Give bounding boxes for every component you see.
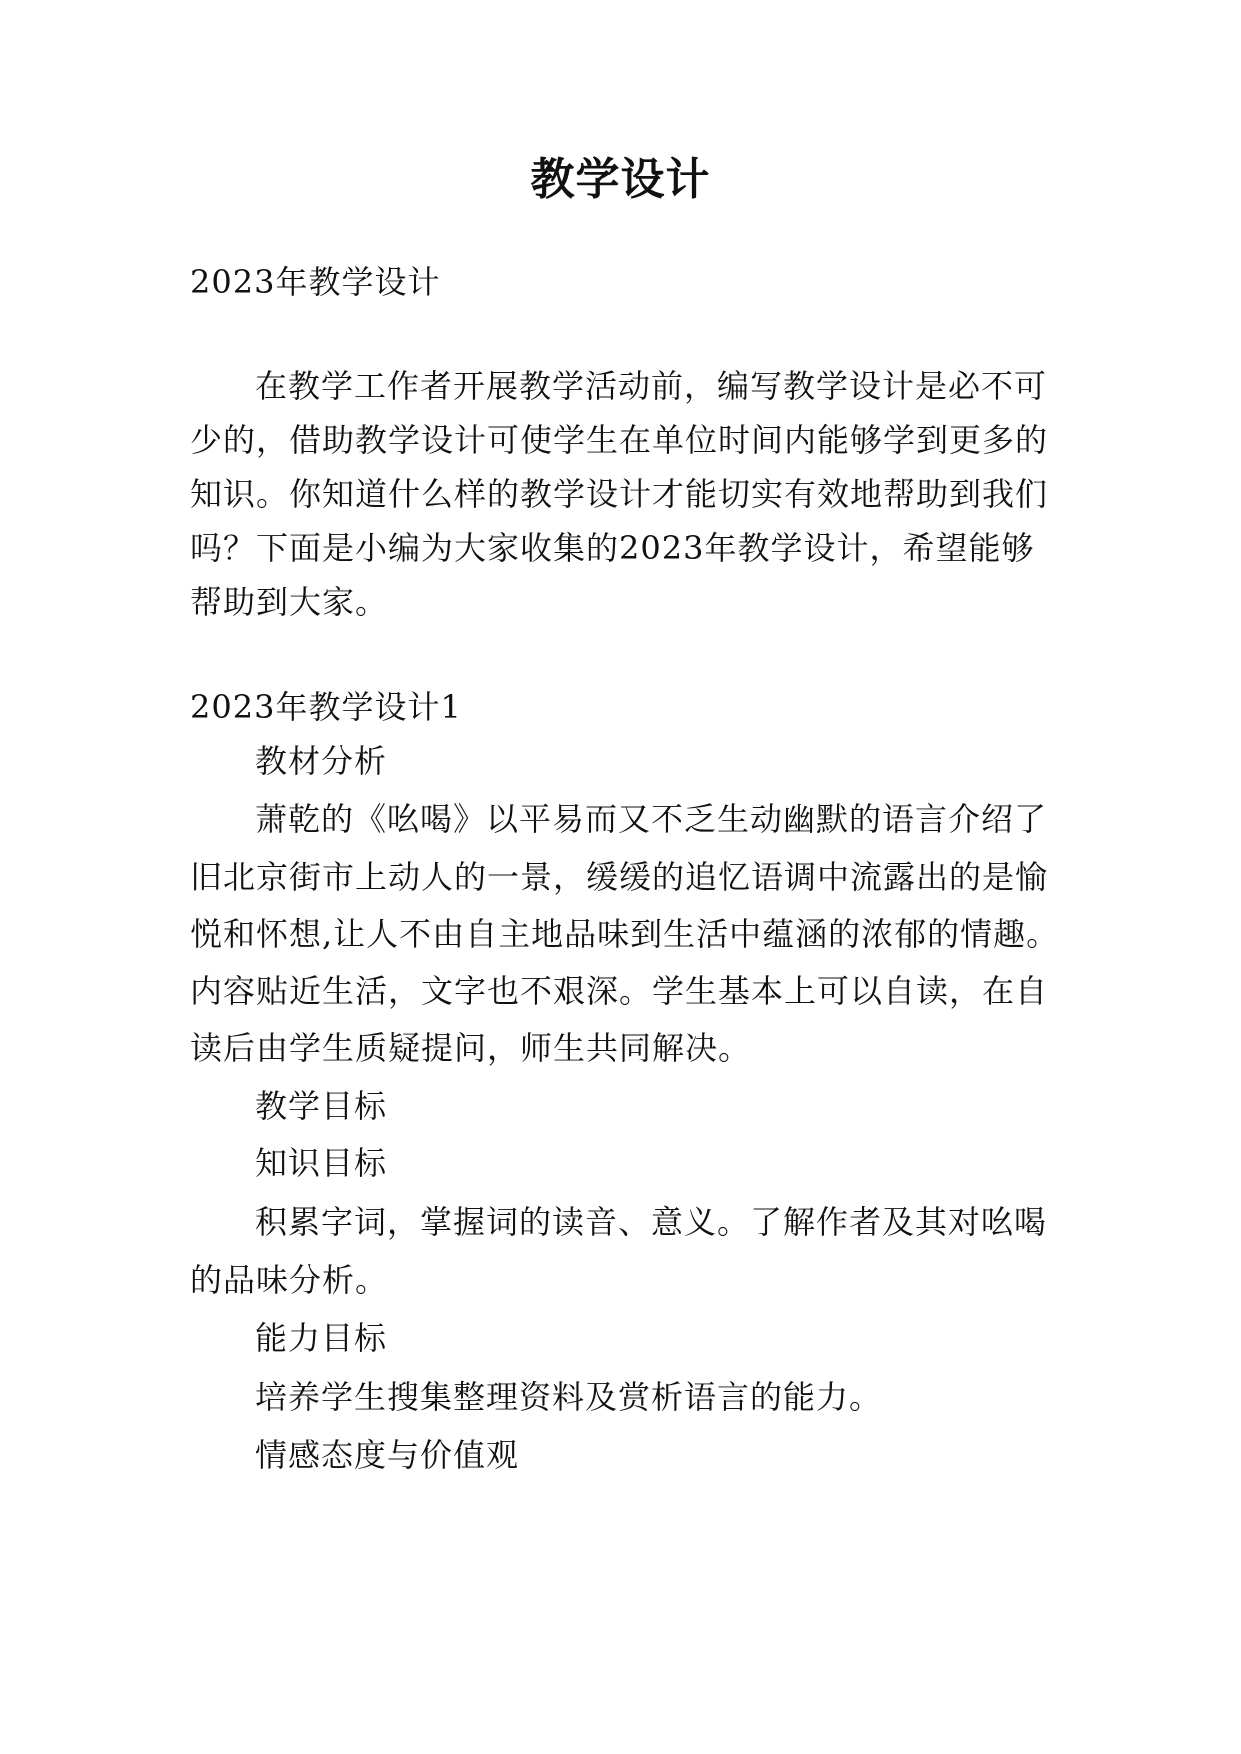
goals-heading: 教学目标 — [255, 1087, 388, 1125]
intro-line: 知识。你知道什么样的教学设计才能切实有效地帮助到我们 — [190, 475, 1049, 513]
knowledge-line: 的品味分析。 — [190, 1261, 389, 1299]
ability-heading: 能力目标 — [255, 1319, 388, 1357]
intro-line: 吗？下面是小编为大家收集的2023年教学设计，希望能够 — [190, 529, 1035, 567]
material-heading: 教材分析 — [255, 742, 388, 780]
subtitle: 2023年教学设计 — [190, 263, 441, 301]
knowledge-line: 积累字词，掌握词的读音、意义。了解作者及其对吆喝 — [255, 1203, 1048, 1241]
material-line: 内容贴近生活，文字也不艰深。学生基本上可以自读，在自 — [190, 972, 1049, 1010]
section-heading: 2023年教学设计1 — [190, 688, 462, 726]
ability-text: 培养学生搜集整理资料及赏析语言的能力。 — [255, 1378, 883, 1416]
knowledge-heading: 知识目标 — [255, 1144, 388, 1182]
material-line: 读后由学生质疑提问，师生共同解决。 — [190, 1029, 752, 1067]
page-title: 教学设计 — [530, 154, 711, 205]
intro-line: 少的，借助教学设计可使学生在单位时间内能够学到更多的 — [190, 421, 1049, 459]
material-line: 旧北京街市上动人的一景，缓缓的追忆语调中流露出的是愉 — [190, 858, 1049, 896]
intro-line: 在教学工作者开展教学活动前，编写教学设计是必不可 — [255, 367, 1048, 405]
emotion-heading: 情感态度与价值观 — [255, 1436, 520, 1474]
material-line: 悦和怀想,让人不由自主地品味到生活中蕴涵的浓郁的情趣。 — [190, 915, 1060, 953]
material-line: 萧乾的《吆喝》以平易而又不乏生动幽默的语言介绍了 — [255, 800, 1048, 838]
intro-line: 帮助到大家。 — [190, 583, 389, 621]
